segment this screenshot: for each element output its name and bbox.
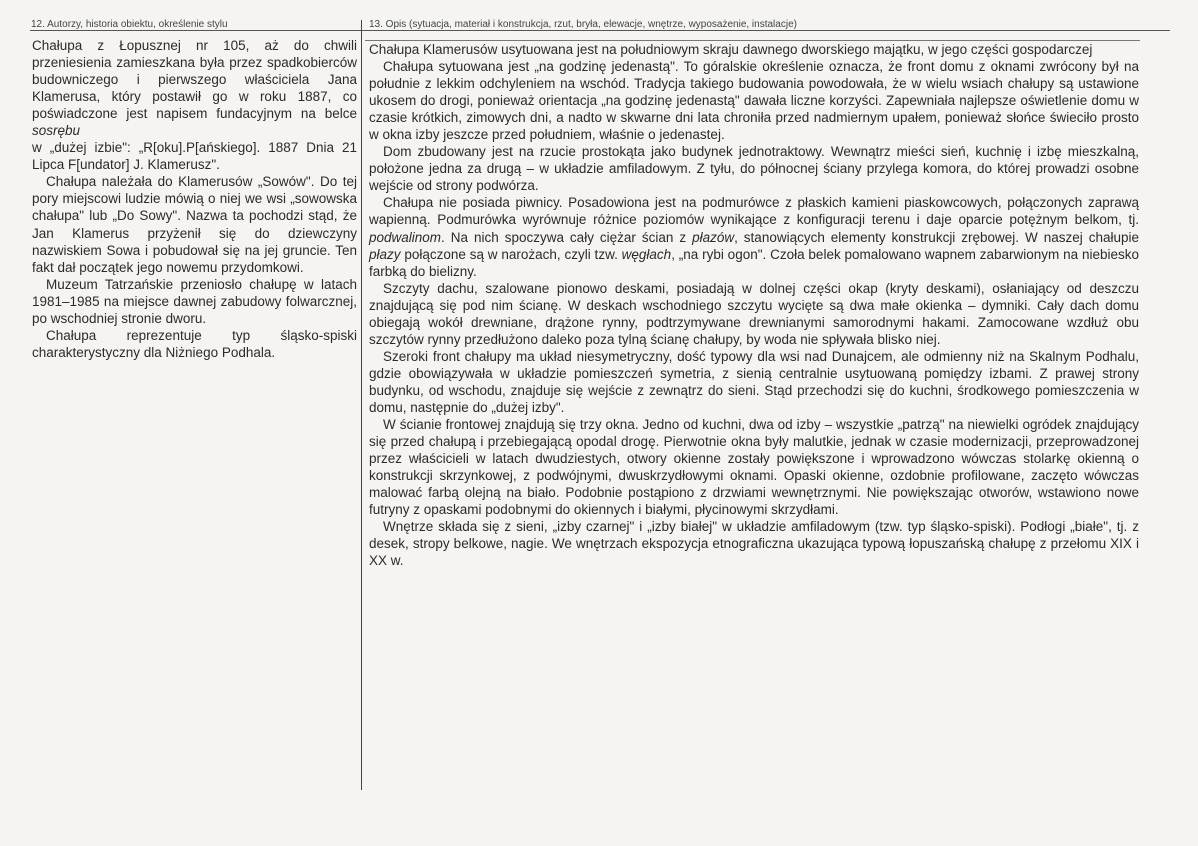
history-paragraph-2: Chałupa należała do Klamerusów „Sowów". Do tej pory miejscowi ludzie mówią o niej we wsi „sowowska chałupa" lub „Do Sowy". Nazwa ta pochodzi stąd, że Jan Klamerus przyżenił się do dziewczyny nazwiskiem Sowa i pobudował się na jej gruncie. Ten fakt dał początek jego nowemu przydomkowi. [32, 174, 357, 275]
description-paragraph-7: W ścianie frontowej znajdują się trzy okna. Jedno od kuchni, dwa od izby – wszystkie „patrzą" na niewielki ogródek znajdujący się przed chałupą i przebiegającą opodal drogę. Pierwotnie okna były malutkie, jednak w czasie modernizacji, przeprowadzonej przez właścicieli w latach dwudziestych, otwory okienne zostały powiększone i wprowadzono wówczas stolarkę okienną o konstrukcji skrzynkowej, z podwójnymi, dwuskrzydłowymi oknami. Opaski okienne, ozdobnie profilowane, zaczęto wówczas malować farbą olejną na biało. Podobnie postąpiono z drzwiami wewnętrznymi. Nie powiększając otworów, wstawiono nowe futryny z opaskami podobnymi do okiennych i białymi, płycinowymi skrzydłami. [369, 417, 1139, 518]
section-12-header: 12. Autorzy, historia obiektu, określenie stylu [31, 19, 228, 30]
description-paragraph-5: Szczyty dachu, szalowane pionowo deskami, posiadają w dolnej części okap (kryty deskami), osłaniający od deszczu znajdującą się pod nim ścianę. W deskach wschodniego szczytu wycięte są dwa małe okienka – dymniki. Cały dach domu obiegają wokół drewniane, drążone rynny, podtrzymywane drewnianymi samorodnymi hakami. Zamocowane wzdłuż obu szczytów rynny przedłużono daleko poza tylną ścianę chałupy, by woda nie spływała blisko niej. [369, 280, 1139, 347]
description-paragraph-6: Szeroki front chałupy ma układ niesymetryczny, dość typowy dla wsi nad Dunajcem, ale odmienny niż na Skalnym Podhalu, gdzie obowiązywała w układzie pomieszczeń symetria, z sienią centralnie usytuowaną pomiędzy izbami. Z prawej strony budynku, od wschodu, znajduje się wejście z zewnątrz do sieni. Stąd przechodzi się do kuchni, środkowego pomieszczenia w domu, następnie do „dużej izby". [369, 348, 1139, 415]
history-paragraph-1: Chałupa z Łopusznej nr 105, aż do chwili przeniesienia zamieszkana była przez spadkobierców budowniczego i pierwszego właściciela Jana Klamerusa, który postawił go w roku 1887, co poświadczone jest napisem fundacyjnym na belce sosrębu w „dużej izbie": „R[oku].P[ańskiego]. 1887 Dnia 21 Lipca F[undator] J. Klamerusz". [32, 38, 357, 173]
description-paragraph-8: Wnętrze składa się z sieni, „izby czarnej" i „izby białej" w układzie amfiladowym (tzw. typ śląsko-spiski). Podłogi „białe", tj. z desek, stropy belkowe, nagie. We wnętrzach ekspozycja etnograficzna ukazująca typową łopuszańską chałupę z przełomu XIX i XX w. [369, 519, 1139, 569]
history-paragraph-4: Chałupa reprezentuje typ śląsko-spiski charakterystyczny dla Niżniego Podhala. [32, 327, 357, 360]
column-divider [361, 20, 362, 790]
history-paragraph-3: Muzeum Tatrzańskie przeniosło chałupę w latach 1981–1985 na miejsce dawnej zabudowy folwarcznej, po wschodniej stronie dworu. [32, 276, 357, 326]
description-paragraph-3: Dom zbudowany jest na rzucie prostokąta jako budynek jednotraktowy. Wewnątrz mieści sień, kuchnię i izbę mieszkalną, położone jedna za drugą – w układzie amfiladowym. Z tyłu, do północnej ściany przylega komora, do której prowadzi osobne wejście od strony podwórza. [369, 144, 1139, 194]
description-paragraph-4: Chałupa nie posiada piwnicy. Posadowiona jest na podmurówce z płaskich kamieni piaskowcowych, połączonych zaprawą wapienną. Podmurówka wyrównuje różnice poziomów wynikające z konfiguracji terenu i daje oparcie potężnym belkom, tj. podwalinom. Na nich spoczywa cały ciężar ścian z płazów, stanowiących elementy konstrukcji zrębowej. W naszej chałupie płazy połączone są w narożach, czyli tzw. węgłach, „na rybi ogon". Czoła belek pomalowano wapnem zabarwionym na niebiesko farbką do bielizny. [369, 195, 1139, 279]
history-column [32, 37, 357, 361]
section-13-header: 13. Opis (sytuacja, materiał i konstrukcja, rzut, bryła, elewacje, wnętrze, wyposażenie, instalacje) [369, 19, 797, 30]
description-paragraph-2: Chałupa sytuowana jest „na godzinę jedenastą". To góralskie określenie oznacza, że front domu z oknami zwrócony był na południe z lekkim odchyleniem na wschód. Tradycja takiego budowania powodowała, że w wielu wsiach chałupy są ustawione ukosem do drogi, ponieważ orientacja „na godzinę jedenastą" dawała liczne korzyści. Zapewniała najlepsze oświetlenie domu w czasie krótkich, zimowych dni, a nadto w skwarne dni lata chroniła przed nadmiernym upałem, ponieważ słońce świeciło prosto w okna izby jeszcze przed południem, właśnie o jedenastej. [369, 59, 1139, 143]
header-rule [30, 30, 1170, 31]
description-paragraph-1: Chałupa Klamerusów usytuowana jest na południowym skraju dawnego dworskiego majątku, w jego części gospodarczej [369, 42, 1093, 57]
description-column [369, 41, 1139, 569]
